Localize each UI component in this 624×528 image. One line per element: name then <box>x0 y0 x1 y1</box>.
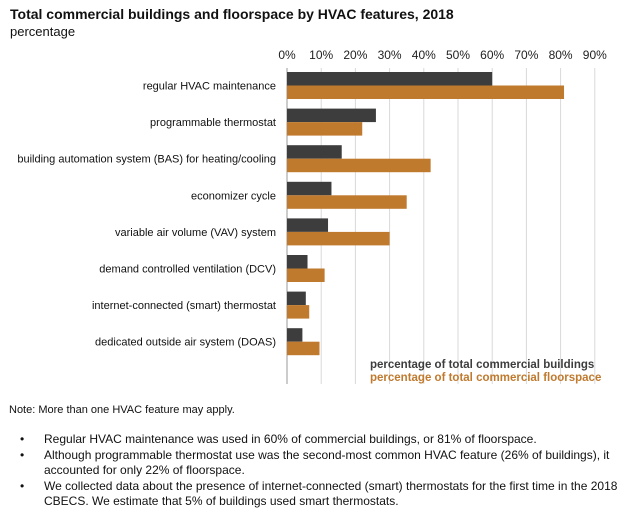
category-labels <box>17 81 276 349</box>
bar-buildings <box>287 255 308 269</box>
legend <box>370 359 601 384</box>
category-label: programmable thermostat <box>150 117 276 130</box>
x-tick-label: 40% <box>411 48 436 62</box>
bar-buildings <box>287 292 306 306</box>
bullet-item: • Although programmable thermostat use was the second-most common HVAC feature (26% of buildings), it accounted for only 22% of floorspace. <box>20 448 618 478</box>
legend-entry: percentage of total commercial floorspace <box>370 372 602 384</box>
category-label: regular HVAC maintenance <box>142 80 276 93</box>
bar-floorspace <box>287 342 319 356</box>
bar-floorspace <box>287 122 362 136</box>
x-tick-label: 10% <box>309 48 334 62</box>
footnote: Note: More than one HVAC feature may apply. <box>9 404 235 416</box>
category-label: variable air volume (VAV) system <box>115 226 276 239</box>
bar-buildings <box>287 328 302 342</box>
x-tick-label: 80% <box>548 48 573 62</box>
bar-buildings <box>287 109 376 123</box>
bar-floorspace <box>287 195 407 209</box>
bar-buildings <box>287 182 331 196</box>
category-label: building automation system (BAS) for heating/cooling <box>17 153 276 166</box>
bar-floorspace <box>287 232 390 246</box>
bar-floorspace <box>287 86 564 100</box>
x-tick-label: 20% <box>343 48 368 62</box>
x-tick-label: 90% <box>582 48 607 62</box>
x-axis-ticks <box>278 48 607 62</box>
bars <box>287 72 564 355</box>
bar-floorspace <box>287 159 431 173</box>
chart-subtitle: percentage <box>10 24 76 39</box>
bar-buildings <box>287 72 492 86</box>
x-tick-label: 70% <box>514 48 539 62</box>
category-label: internet-connected (smart) thermostat <box>91 300 276 313</box>
category-label: demand controlled ventilation (DCV) <box>99 263 276 276</box>
bar-floorspace <box>287 305 309 319</box>
x-tick-label: 0% <box>278 48 296 62</box>
summary-bullets <box>20 432 618 510</box>
bullet-item: • Regular HVAC maintenance was used in 60% of commercial buildings, or 81% of floorspace. <box>20 432 618 447</box>
x-tick-label: 50% <box>445 48 471 62</box>
bullet-item: • We collected data about the presence of internet-connected (smart) thermostats for the first time in the 2018 CBECS. We estimate that 5% of buildings used smart thermostats. <box>20 479 618 509</box>
category-label: dedicated outside air system (DOAS) <box>95 336 276 349</box>
bar-buildings <box>287 218 328 232</box>
x-tick-label: 60% <box>480 48 505 62</box>
bar-buildings <box>287 145 342 159</box>
legend-entry: percentage of total commercial buildings <box>370 359 595 371</box>
chart-title: Total commercial buildings and floorspace by HVAC features, 2018 <box>10 6 454 22</box>
category-label: economizer cycle <box>191 190 276 203</box>
x-tick-label: 30% <box>377 48 402 62</box>
bar-floorspace <box>287 269 325 283</box>
